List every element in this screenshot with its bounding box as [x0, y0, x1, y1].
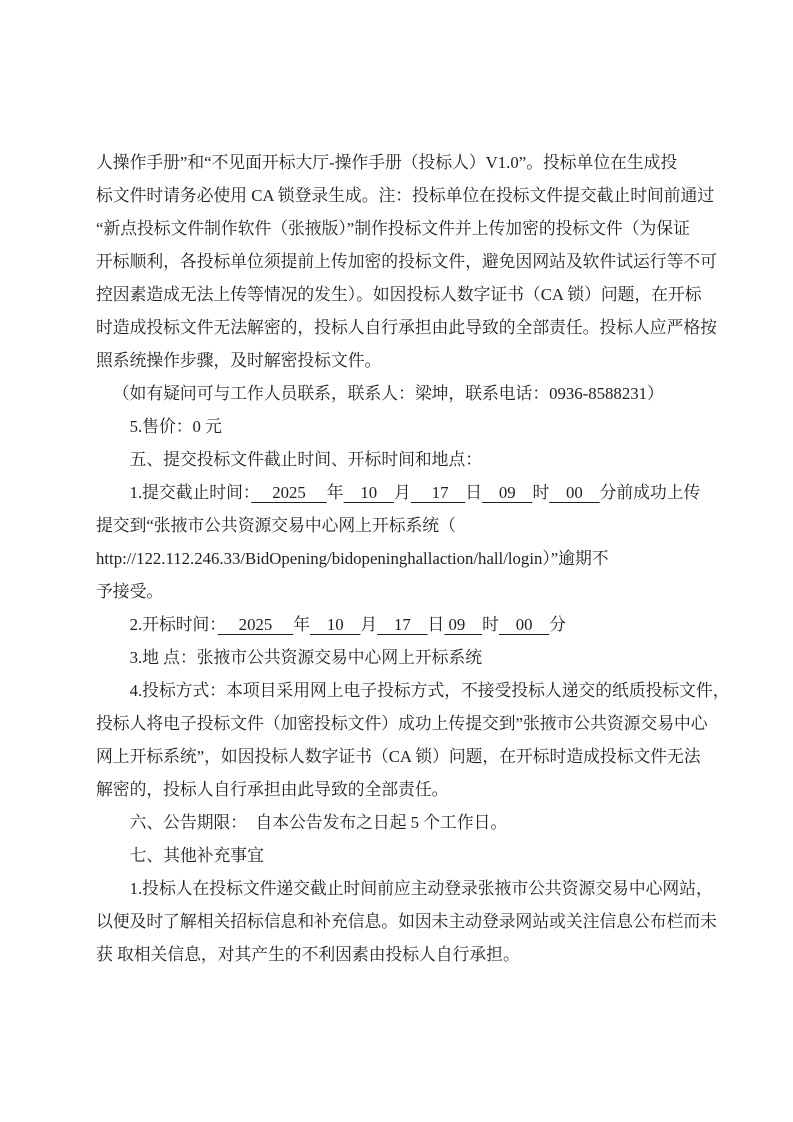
text-run: 投标人将电子投标文件（加密投标文件）成功上传提交到”张掖市公共资源交易中心 [96, 714, 708, 733]
text-run: 4.投标方式：本项目采用网上电子投标方式，不接受投标人递交的纸质投标文件， [129, 681, 730, 700]
document-line [96, 311, 716, 344]
text-run: 以便及时了解相关招标信息和补充信息。如因未主动登录网站或关注信息公布栏而未 [96, 912, 717, 931]
document-line [96, 377, 716, 410]
text-run: 时 [532, 483, 550, 502]
text-run: 2.开标时间： [129, 615, 218, 634]
document-line [96, 905, 716, 938]
text-run: 控因素造成无法上传等情况的发生）。如因投标人数字证书（CA 锁）问题，在开标 [96, 285, 702, 304]
text-run: 分 [549, 615, 567, 634]
text-run: 网上开标系统”，如因投标人数字证书（CA 锁）问题，在开标时造成投标文件无法 [96, 747, 701, 766]
document-line [96, 278, 716, 311]
text-run: 1.提交截止时间： [129, 483, 252, 502]
document-line [96, 509, 716, 542]
document-line [96, 740, 716, 773]
text-run: 开标顺利，各投标单位须提前上传加密的投标文件，避免因网站及软件试运行等不可 [96, 252, 717, 271]
text-run: 日 [427, 615, 445, 634]
document-line [96, 872, 716, 905]
fill-in-blank-value: 2025 [217, 615, 294, 634]
text-run: （如有疑问可与工作人员联系，联系人：梁坤，联系电话：0936-8588231） [112, 384, 664, 403]
text-run: 解密的，投标人自行承担由此导致的全部责任。 [96, 780, 449, 799]
text-run: 月 [393, 483, 411, 502]
document-line [96, 443, 716, 476]
fill-in-blank-value: 00 [498, 615, 550, 634]
document-line [96, 773, 716, 806]
document-line [96, 344, 716, 377]
text-run: 五、提交投标文件截止时间、开标时间和地点： [129, 450, 483, 469]
document-line [96, 938, 716, 971]
document-line [96, 212, 716, 245]
document-line [96, 179, 716, 212]
document-line [96, 146, 716, 179]
text-run: 1.投标人在投标文件递交截止时间前应主动登录张掖市公共资源交易中心网站， [129, 879, 713, 898]
text-run: 月 [360, 615, 378, 634]
text-run: 七、其他补充事宜 [129, 846, 264, 865]
text-run: 人操作手册”和“不见面开标大厅-操作手册（投标人）V1.0”。投标单位在生成投 [96, 153, 678, 172]
document-line [96, 641, 716, 674]
document-line [96, 245, 716, 278]
fill-in-blank-value: 17 [377, 615, 428, 634]
text-run: 年 [293, 615, 311, 634]
text-run: http://122.112.246.33/BidOpening/bidopeninghallaction/hall/login）”逾期不 [96, 549, 609, 568]
fill-in-blank-value: 10 [310, 615, 361, 634]
document-body [96, 146, 730, 971]
text-run: 分前成功上传 [599, 483, 701, 502]
text-run: 予接受。 [96, 582, 164, 601]
document-line [96, 707, 716, 740]
text-run: 照系统操作步骤，及时解密投标文件。 [96, 351, 382, 370]
text-run: 提交到“张掖市公共资源交易中心网上开标系统（ [96, 516, 456, 535]
document-line [96, 575, 716, 608]
text-run: 5.售价：0 元 [129, 417, 222, 436]
fill-in-blank-value: 10 [343, 483, 394, 502]
text-run: 年 [326, 483, 344, 502]
document-line [96, 410, 716, 443]
document-line [96, 476, 716, 509]
document-line [96, 542, 716, 575]
fill-in-blank-value: 00 [549, 483, 600, 502]
document-line [96, 839, 716, 872]
document-line [96, 674, 730, 707]
fill-in-blank-value: 09 [482, 483, 533, 502]
fill-in-blank-value: 2025 [251, 483, 327, 502]
text-run: 日 [465, 483, 483, 502]
text-run: “新点投标文件制作软件（张掖版）”制作投标文件并上传加密的投标文件（为保证 [96, 219, 690, 238]
text-run: 六、公告期限： 自本公告发布之日起 5 个工作日。 [129, 813, 508, 832]
fill-in-blank-value: 17 [410, 483, 466, 502]
text-run: 3.地 点：张掖市公共资源交易中心网上开标系统 [129, 648, 483, 667]
text-run: 时造成投标文件无法解密的，投标人自行承担由此导致的全部责任。投标人应严格按 [96, 318, 717, 337]
fill-in-blank-value: 09 [444, 615, 483, 634]
text-run: 时 [482, 615, 499, 634]
document-line [96, 806, 716, 839]
document-line [96, 608, 716, 641]
text-run: 获 取相关信息，对其产生的不利因素由投标人自行承担。 [96, 945, 520, 964]
text-run: 标文件时请务必使用 CA 锁登录生成。注：投标单位在投标文件提交截止时间前通过 [96, 186, 715, 205]
